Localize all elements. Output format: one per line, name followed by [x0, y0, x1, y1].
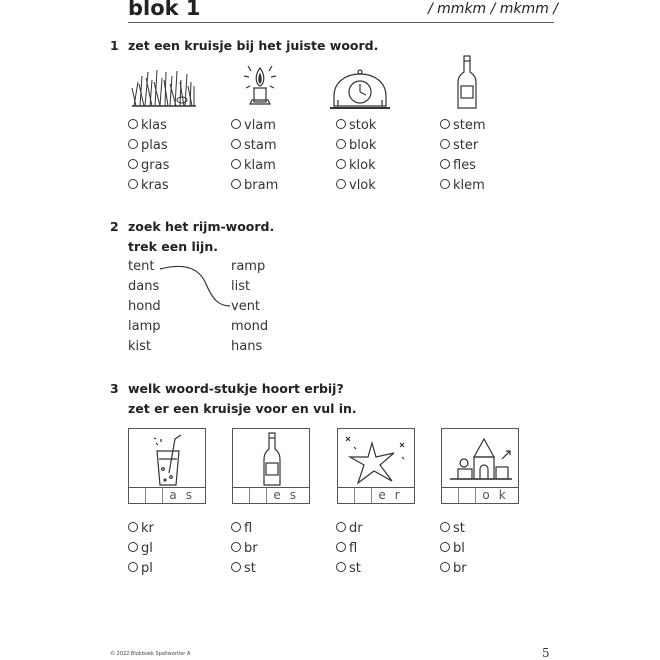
grass-icon	[130, 62, 198, 110]
option-checkbox[interactable]: klam	[231, 158, 276, 173]
star-icon	[342, 433, 412, 487]
letter-slots	[338, 487, 414, 503]
rhyme-left-word[interactable]: tent	[128, 259, 155, 274]
clock-icon	[328, 64, 392, 110]
option-checkbox[interactable]: blok	[336, 138, 376, 153]
option-checkbox[interactable]: plas	[128, 138, 168, 153]
blank-slot[interactable]	[355, 488, 372, 503]
rhyme-right-word[interactable]: mond	[231, 319, 269, 334]
option-checkbox[interactable]: kr	[128, 521, 154, 536]
blank-slot[interactable]	[146, 488, 163, 503]
building-blocks-icon	[446, 433, 516, 487]
example-connecting-line	[158, 262, 232, 312]
blank-slot[interactable]	[442, 488, 459, 503]
exercise-3-instruction: zet er een kruisje voor en vul in.	[128, 401, 357, 416]
page-title: blok 1	[128, 0, 201, 20]
exercise-2-question: zoek het rijm-woord.	[128, 219, 275, 234]
option-checkbox[interactable]: stam	[231, 138, 277, 153]
option-checkbox[interactable]: dr	[336, 521, 363, 536]
option-checkbox[interactable]: vlok	[336, 178, 376, 193]
rhyme-left-word[interactable]: lamp	[128, 319, 161, 334]
option-checkbox[interactable]: stem	[440, 118, 486, 133]
option-checkbox[interactable]: bram	[231, 178, 278, 193]
candle-flame-icon	[240, 60, 280, 110]
word-ending: as	[169, 488, 201, 502]
option-checkbox[interactable]: fl	[231, 521, 252, 536]
option-checkbox[interactable]: gras	[128, 158, 169, 173]
blank-slot[interactable]	[459, 488, 476, 503]
word-ending: ok	[482, 488, 515, 502]
word-ending: es	[273, 488, 306, 502]
option-checkbox[interactable]: st	[231, 561, 256, 576]
exercise-2-number: 2	[110, 219, 119, 234]
option-checkbox[interactable]: vlam	[231, 118, 276, 133]
rhyme-left-word[interactable]: hond	[128, 299, 161, 314]
rhyme-left-word[interactable]: kist	[128, 339, 152, 354]
option-checkbox[interactable]: klem	[440, 178, 485, 193]
rhyme-right-word[interactable]: hans	[231, 339, 263, 354]
option-checkbox[interactable]: ster	[440, 138, 478, 153]
bottle-icon	[261, 431, 283, 487]
word-card	[441, 428, 519, 504]
option-checkbox[interactable]: st	[440, 521, 465, 536]
rhyme-right-word[interactable]: vent	[231, 299, 261, 314]
page-subtitle: / mmkm / mkmm /	[428, 1, 558, 17]
option-checkbox[interactable]: fl	[336, 541, 357, 556]
option-checkbox[interactable]: fles	[440, 158, 476, 173]
page-number: 5	[542, 646, 550, 660]
blank-slot[interactable]	[233, 488, 250, 503]
rhyme-right-word[interactable]: ramp	[231, 259, 266, 274]
option-checkbox[interactable]: stok	[336, 118, 376, 133]
exercise-3-number: 3	[110, 381, 119, 396]
rhyme-right-word[interactable]: list	[231, 279, 251, 294]
word-ending: er	[378, 488, 409, 502]
exercise-1-question: zet een kruisje bij het juiste woord.	[128, 38, 379, 53]
option-checkbox[interactable]: bl	[440, 541, 465, 556]
option-checkbox[interactable]: gl	[128, 541, 153, 556]
option-checkbox[interactable]: br	[231, 541, 258, 556]
header-rule	[128, 22, 554, 23]
word-card	[232, 428, 310, 504]
blank-slot[interactable]	[129, 488, 146, 503]
option-checkbox[interactable]: pl	[128, 561, 153, 576]
option-checkbox[interactable]: klas	[128, 118, 167, 133]
letter-slots	[233, 487, 309, 503]
word-card	[337, 428, 415, 504]
exercise-1-number: 1	[110, 38, 119, 53]
glass-with-straw-icon	[151, 433, 185, 487]
exercise-2-instruction: trek een lijn.	[128, 239, 218, 254]
blank-slot[interactable]	[338, 488, 355, 503]
letter-slots	[129, 487, 205, 503]
footer-copyright: © 2022 Blokboek Spellwortier A	[110, 651, 191, 657]
option-checkbox[interactable]: st	[336, 561, 361, 576]
bottle-icon	[454, 54, 480, 112]
option-checkbox[interactable]: klok	[336, 158, 376, 173]
blank-slot[interactable]	[250, 488, 267, 503]
option-checkbox[interactable]: kras	[128, 178, 169, 193]
letter-slots	[442, 487, 518, 503]
option-checkbox[interactable]: br	[440, 561, 467, 576]
word-card	[128, 428, 206, 504]
exercise-3-question: welk woord-stukje hoort erbij?	[128, 381, 344, 396]
rhyme-left-word[interactable]: dans	[128, 279, 160, 294]
